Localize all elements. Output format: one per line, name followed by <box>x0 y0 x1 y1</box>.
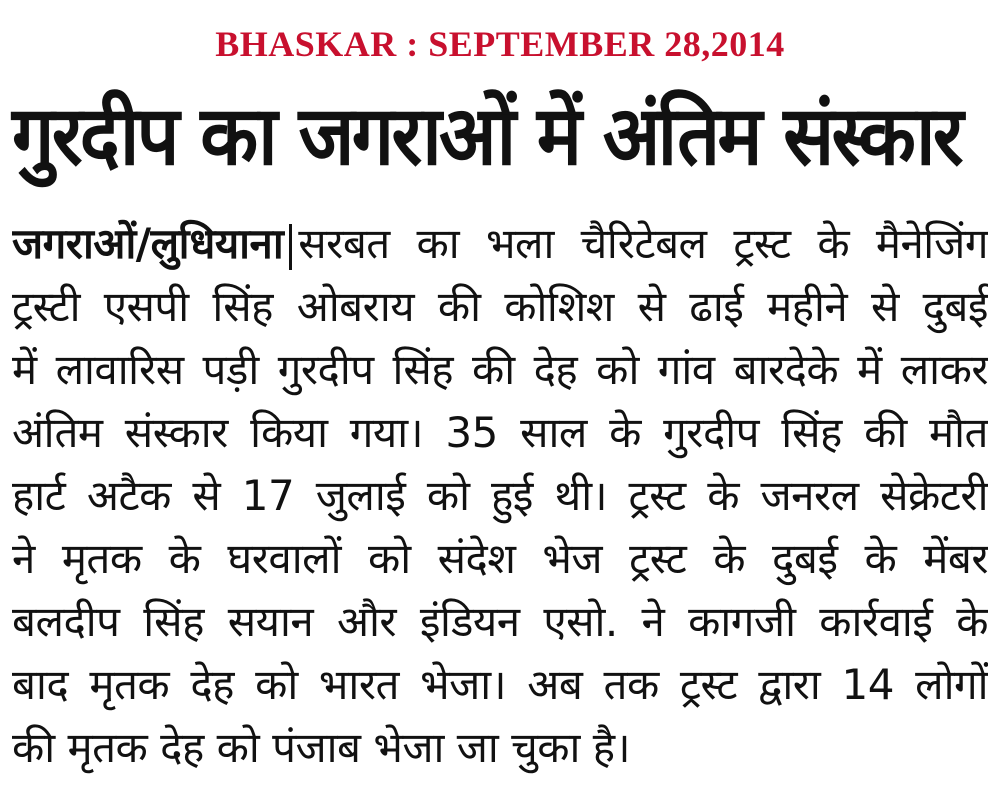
dateline: जगराओं/लुधियाना <box>12 219 284 268</box>
article-line-2: ट्रस्टी एसपी सिंह ओबराय की कोशिश से ढाई महीने से दुबई <box>12 282 988 331</box>
article-line-1 <box>12 212 988 275</box>
article-line-9: की मृतक देह को पंजाब भेजा जा चुका है। <box>12 723 631 772</box>
source-date-line: BHASKAR : SEPTEMBER 28,2014 <box>215 24 785 64</box>
article-line-4: अंतिम संस्कार किया गया। 35 साल के गुरदीप सिंह की मौत <box>12 408 988 457</box>
dateline-separator <box>289 224 292 270</box>
article-line-5: हार्ट अटैक से 17 जुलाई को हुई थी। ट्रस्ट के जनरल सेक्रेटरी <box>12 471 988 520</box>
article-body <box>12 212 988 779</box>
article-line-8: बाद मृतक देह को भारत भेजा। अब तक ट्रस्ट द्वारा 14 लोगों <box>12 660 988 709</box>
article-line-text: सरबत का भला चैरिटेबल ट्रस्ट के मैनेजिंग <box>298 219 988 268</box>
headline: गुरदीप का जगराओं में अंतिम संस्कार <box>12 89 961 184</box>
article-line-3: में लावारिस पड़ी गुरदीप सिंह की देह को गांव बारदेके में लाकर <box>12 345 988 394</box>
article-line-6: ने मृतक के घरवालों को संदेश भेज ट्रस्ट के दुबई के मेंबर <box>12 534 988 583</box>
article-line-7: बलदीप सिंह सयान और इंडियन एसो. ने कागजी कार्रवाई के <box>12 597 988 646</box>
